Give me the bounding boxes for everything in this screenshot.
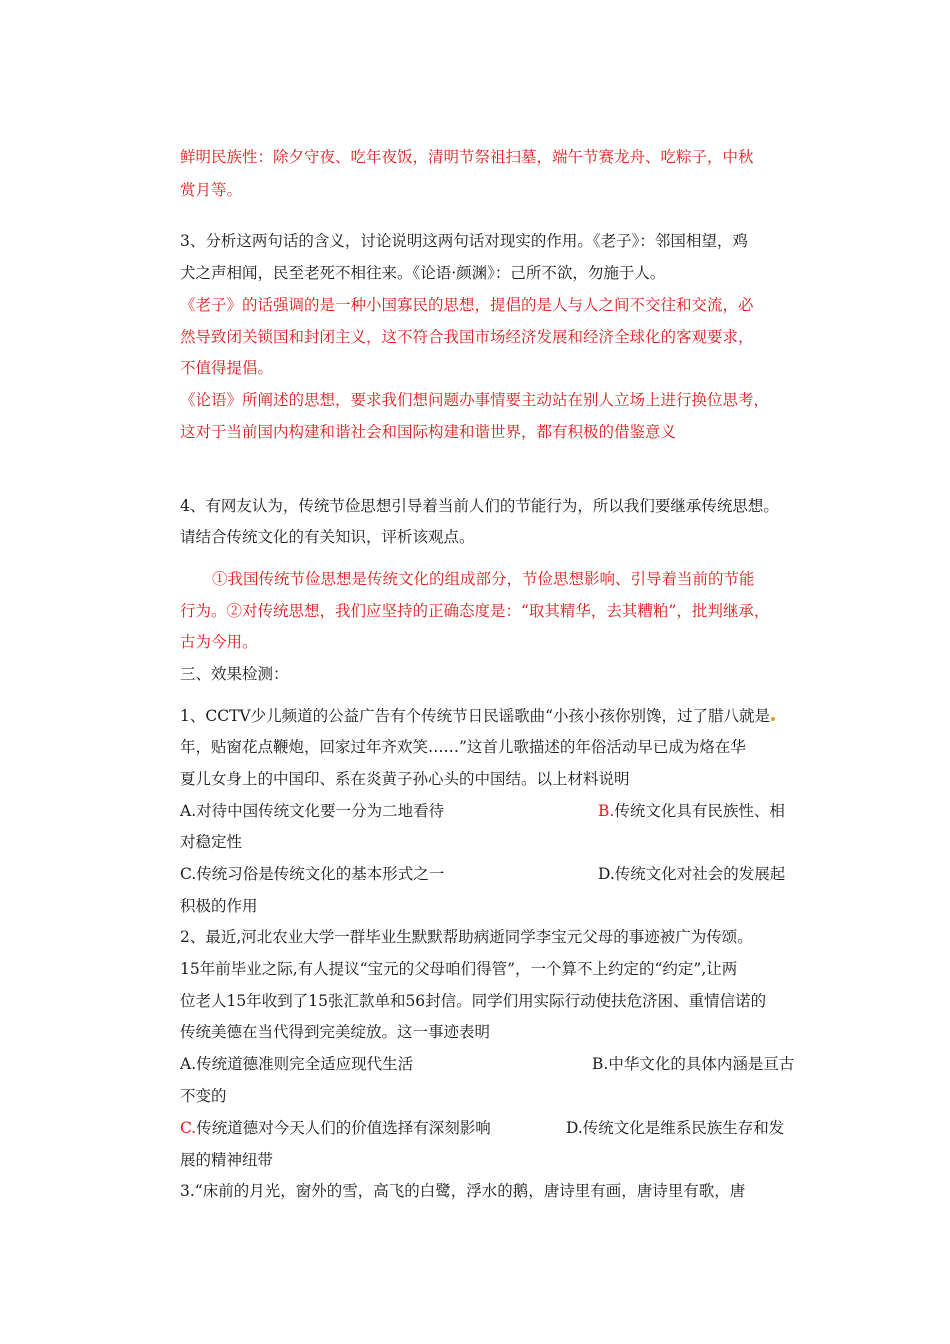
test-1-option-d-continued: 积极的作用	[180, 897, 258, 915]
answer-4-line-2: 行为。②对传统思想，我们应坚持的正确态度是：“取其精华，去其糟粕”，批判继承，	[180, 602, 770, 620]
answer-3-laozi-line-2: 然导致闭关锁国和封闭主义，这不符合我国市场经济发展和经济全球化的客观要求，	[180, 328, 754, 346]
answer-3-lunyu-line-1: 《论语》所阐述的思想，要求我们想问题办事情要主动站在别人立场上进行换位思考，	[180, 391, 770, 409]
test-2-option-d-continued: 展的精神纽带	[180, 1151, 274, 1169]
answer-2-line-1: 鲜明民族性：除夕守夜、吃年夜饭，清明节祭祖扫墓，端午节赛龙舟、吃粽子，中秋	[180, 148, 754, 166]
test-1-option-b-letter: B.	[598, 802, 615, 820]
test-1-option-b: B.传统文化具有民族性、相	[598, 802, 785, 820]
test-1-option-d: D.传统文化对社会的发展起	[598, 865, 786, 883]
question-3-line-2: 犬之声相闻，民至老死不相往来。《论语·颜渊》：己所不欲，勿施于人。	[180, 264, 666, 282]
section-heading: 三、效果检测：	[180, 665, 289, 683]
question-4-line-2: 请结合传统文化的有关知识，评析该观点。	[180, 528, 475, 546]
test-1-stem-line-1: 1、CCTV少儿频道的公益广告有个传统节日民谣歌曲“小孩小孩你别馋，过了腊八就是	[180, 706, 775, 726]
test-1-stem-line-3: 夏儿女身上的中国印、系在炎黄子孙心头的中国结。以上材料说明	[180, 770, 630, 788]
test-2-option-b: B.中华文化的具体内涵是亘古	[592, 1055, 795, 1073]
answer-4-line-3: 古为今用。	[180, 633, 258, 651]
answer-3-laozi-line-3: 不值得提倡。	[180, 359, 274, 377]
answer-2-line-2: 赏月等。	[180, 181, 243, 199]
test-1-option-a: A.对待中国传统文化要一分为二地看待	[180, 802, 445, 820]
test-1-stem-line-2: 年，贴窗花点鞭炮，回家过年齐欢笑……”这首儿歌描述的年俗活动早已成为烙在华	[180, 738, 746, 756]
test-1-option-b-continued: 对稳定性	[180, 833, 243, 851]
question-3-line-1: 3、分析这两句话的含义，讨论说明这两句话对现实的作用。《老子》：邻国相望，鸡	[180, 232, 748, 250]
test-2-stem-line-1: 2、最近,河北农业大学一群毕业生默默帮助病逝同学李宝元父母的事迹被广为传颂。	[180, 928, 753, 946]
question-4-line-1: 4、有网友认为，传统节俭思想引导着当前人们的节能行为，所以我们要继承传统思想。	[180, 497, 779, 515]
test-2-stem-line-2: 15年前毕业之际,有人提议“宝元的父母咱们得管”，一个算不上约定的“约定”,让两	[180, 960, 738, 978]
test-3-stem-line-1: 3.“床前的月光，窗外的雪，高飞的白鹭，浮水的鹅，唐诗里有画，唐诗里有歌，唐	[180, 1182, 746, 1200]
answer-3-lunyu-line-2: 这对于当前国内构建和谐社会和国际构建和谐世界，都有积极的借鉴意义	[180, 423, 677, 441]
answer-3-laozi-line-1: 《老子》的话强调的是一种小国寡民的思想，提倡的是人与人之间不交往和交流，必	[180, 296, 754, 314]
marker-dot-icon	[771, 717, 775, 721]
test-2-option-c: C.传统道德对今天人们的价值选择有深刻影响	[180, 1119, 491, 1137]
test-2-option-b-continued: 不变的	[180, 1087, 227, 1105]
test-2-option-d: D.传统文化是维系民族生存和发	[566, 1119, 785, 1137]
test-2-option-c-letter: C.	[180, 1119, 197, 1137]
test-2-option-a: A.传统道德准则完全适应现代生活	[180, 1055, 414, 1073]
answer-4-line-1: ①我国传统节俭思想是传统文化的组成部分，节俭思想影响、引导着当前的节能	[212, 570, 755, 588]
test-2-stem-line-3: 位老人15年收到了15张汇款单和56封信。同学们用实际行动使扶危济困、重情信诺的	[180, 992, 767, 1010]
test-2-stem-line-4: 传统美德在当代得到完美绽放。这一事迹表明	[180, 1023, 491, 1041]
test-1-option-c: C.传统习俗是传统文化的基本形式之一	[180, 865, 445, 883]
